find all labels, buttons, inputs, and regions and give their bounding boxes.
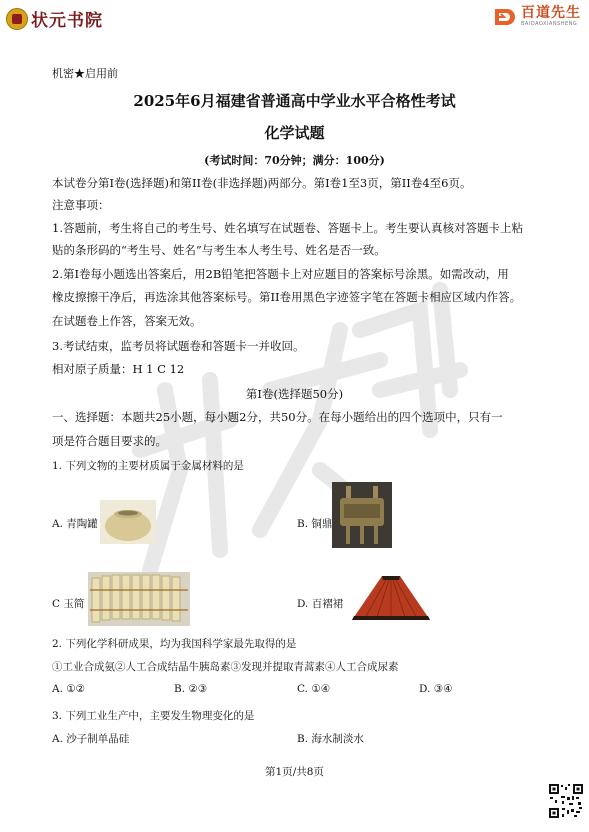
pottery-jar-image [100, 500, 156, 544]
notice-title: 注意事项： [52, 198, 110, 212]
part1-title: 第I卷(选择题50分) [245, 387, 344, 401]
section1-line1: 一、选择题：本题共25小题，每小题2分，共50分。在每小题给出的四个选项中，只有一 [52, 410, 503, 424]
notice-2-line1: 2.第I卷每小题选出答案后，用2B铅笔把答题卡上对应题目的答案标号涂黑。如需改动，用 [52, 267, 509, 281]
q2-option-d: D. ③④ [419, 683, 453, 695]
exam-subject: 化学试题 [264, 124, 325, 142]
page-number: 第1页/共8页 [265, 766, 324, 778]
q2-option-b: B. ②③ [174, 683, 208, 695]
bronze-ding-image [332, 482, 392, 548]
q2-option-c: C. ①④ [297, 683, 331, 695]
q1-option-a: A. 青陶罐 [52, 518, 98, 530]
q1-option-d: D. 百褶裙 [297, 598, 344, 610]
notice-3: 3.考试结束，监考员将试题卷和答题卡一并收回。 [52, 339, 305, 353]
q1-stem: 1. 下列文物的主要材质属于金属材料的是 [52, 460, 244, 472]
q2-stem: 2. 下列化学科研成果，均为我国科学家最先取得的是 [52, 638, 297, 650]
q3-stem: 3. 下列工业生产中，主要发生物理变化的是 [52, 710, 255, 722]
notice-1-line2: 贴的条形码的“考生号、姓名”与考生本人考生号、姓名是否一致。 [52, 243, 386, 257]
q3-option-b: B. 海水制淡水 [297, 733, 364, 745]
q1-option-c: C 玉简 [52, 598, 85, 610]
qr-code-icon [548, 783, 584, 819]
section1-line2: 项是符合题目要求的。 [52, 434, 167, 448]
left-logo-text: 状元书院 [31, 11, 103, 31]
baidao-mark-icon [493, 5, 517, 27]
baidao-logo [493, 5, 581, 27]
exam-title: 2025年6月福建省普通高中学业水平合格性考试 [133, 92, 456, 110]
secret-label: 机密★启用前 [52, 67, 118, 80]
notice-1-line1: 1.答题前，考生将自己的考生号、姓名填写在试题卷、答题卡上。考生要认真核对答题卡上粘 [52, 221, 523, 235]
notice-2-line3: 在试题卷上作答，答案无效。 [52, 314, 202, 328]
notice-2-line2: 橡皮擦擦干净后，再选涂其他答案标号。第II卷用黑色字迹签字笔在答题卡相应区域内作答。 [52, 290, 522, 304]
q2-option-a: A. ①② [52, 683, 86, 695]
atomic-mass: 相对原子质量：H 1 C 12 [52, 362, 185, 376]
q3-option-a: A. 沙子制单晶硅 [52, 733, 130, 745]
right-logo-en: BAIDAOXIANSHENG [521, 20, 578, 27]
q1-option-b: B. 铜鼎 [297, 518, 333, 530]
exam-info: (考试时间：70分钟；满分：100分) [204, 154, 385, 167]
pleated-skirt-image [350, 574, 432, 622]
right-logo-cn: 百道先生 [521, 4, 581, 21]
q2-items: ①工业合成氨②人工合成结晶牛胰岛素③发现并提取青蒿素④人工合成尿素 [52, 661, 399, 673]
intro-text: 本试卷分第I卷(选择题)和第II卷(非选择题)两部分。第I卷1至3页，第II卷4至6页。 [52, 176, 472, 190]
zhuangyuan-logo [6, 6, 103, 31]
scholar-badge-icon [6, 8, 28, 30]
jade-slips-image [88, 572, 190, 626]
